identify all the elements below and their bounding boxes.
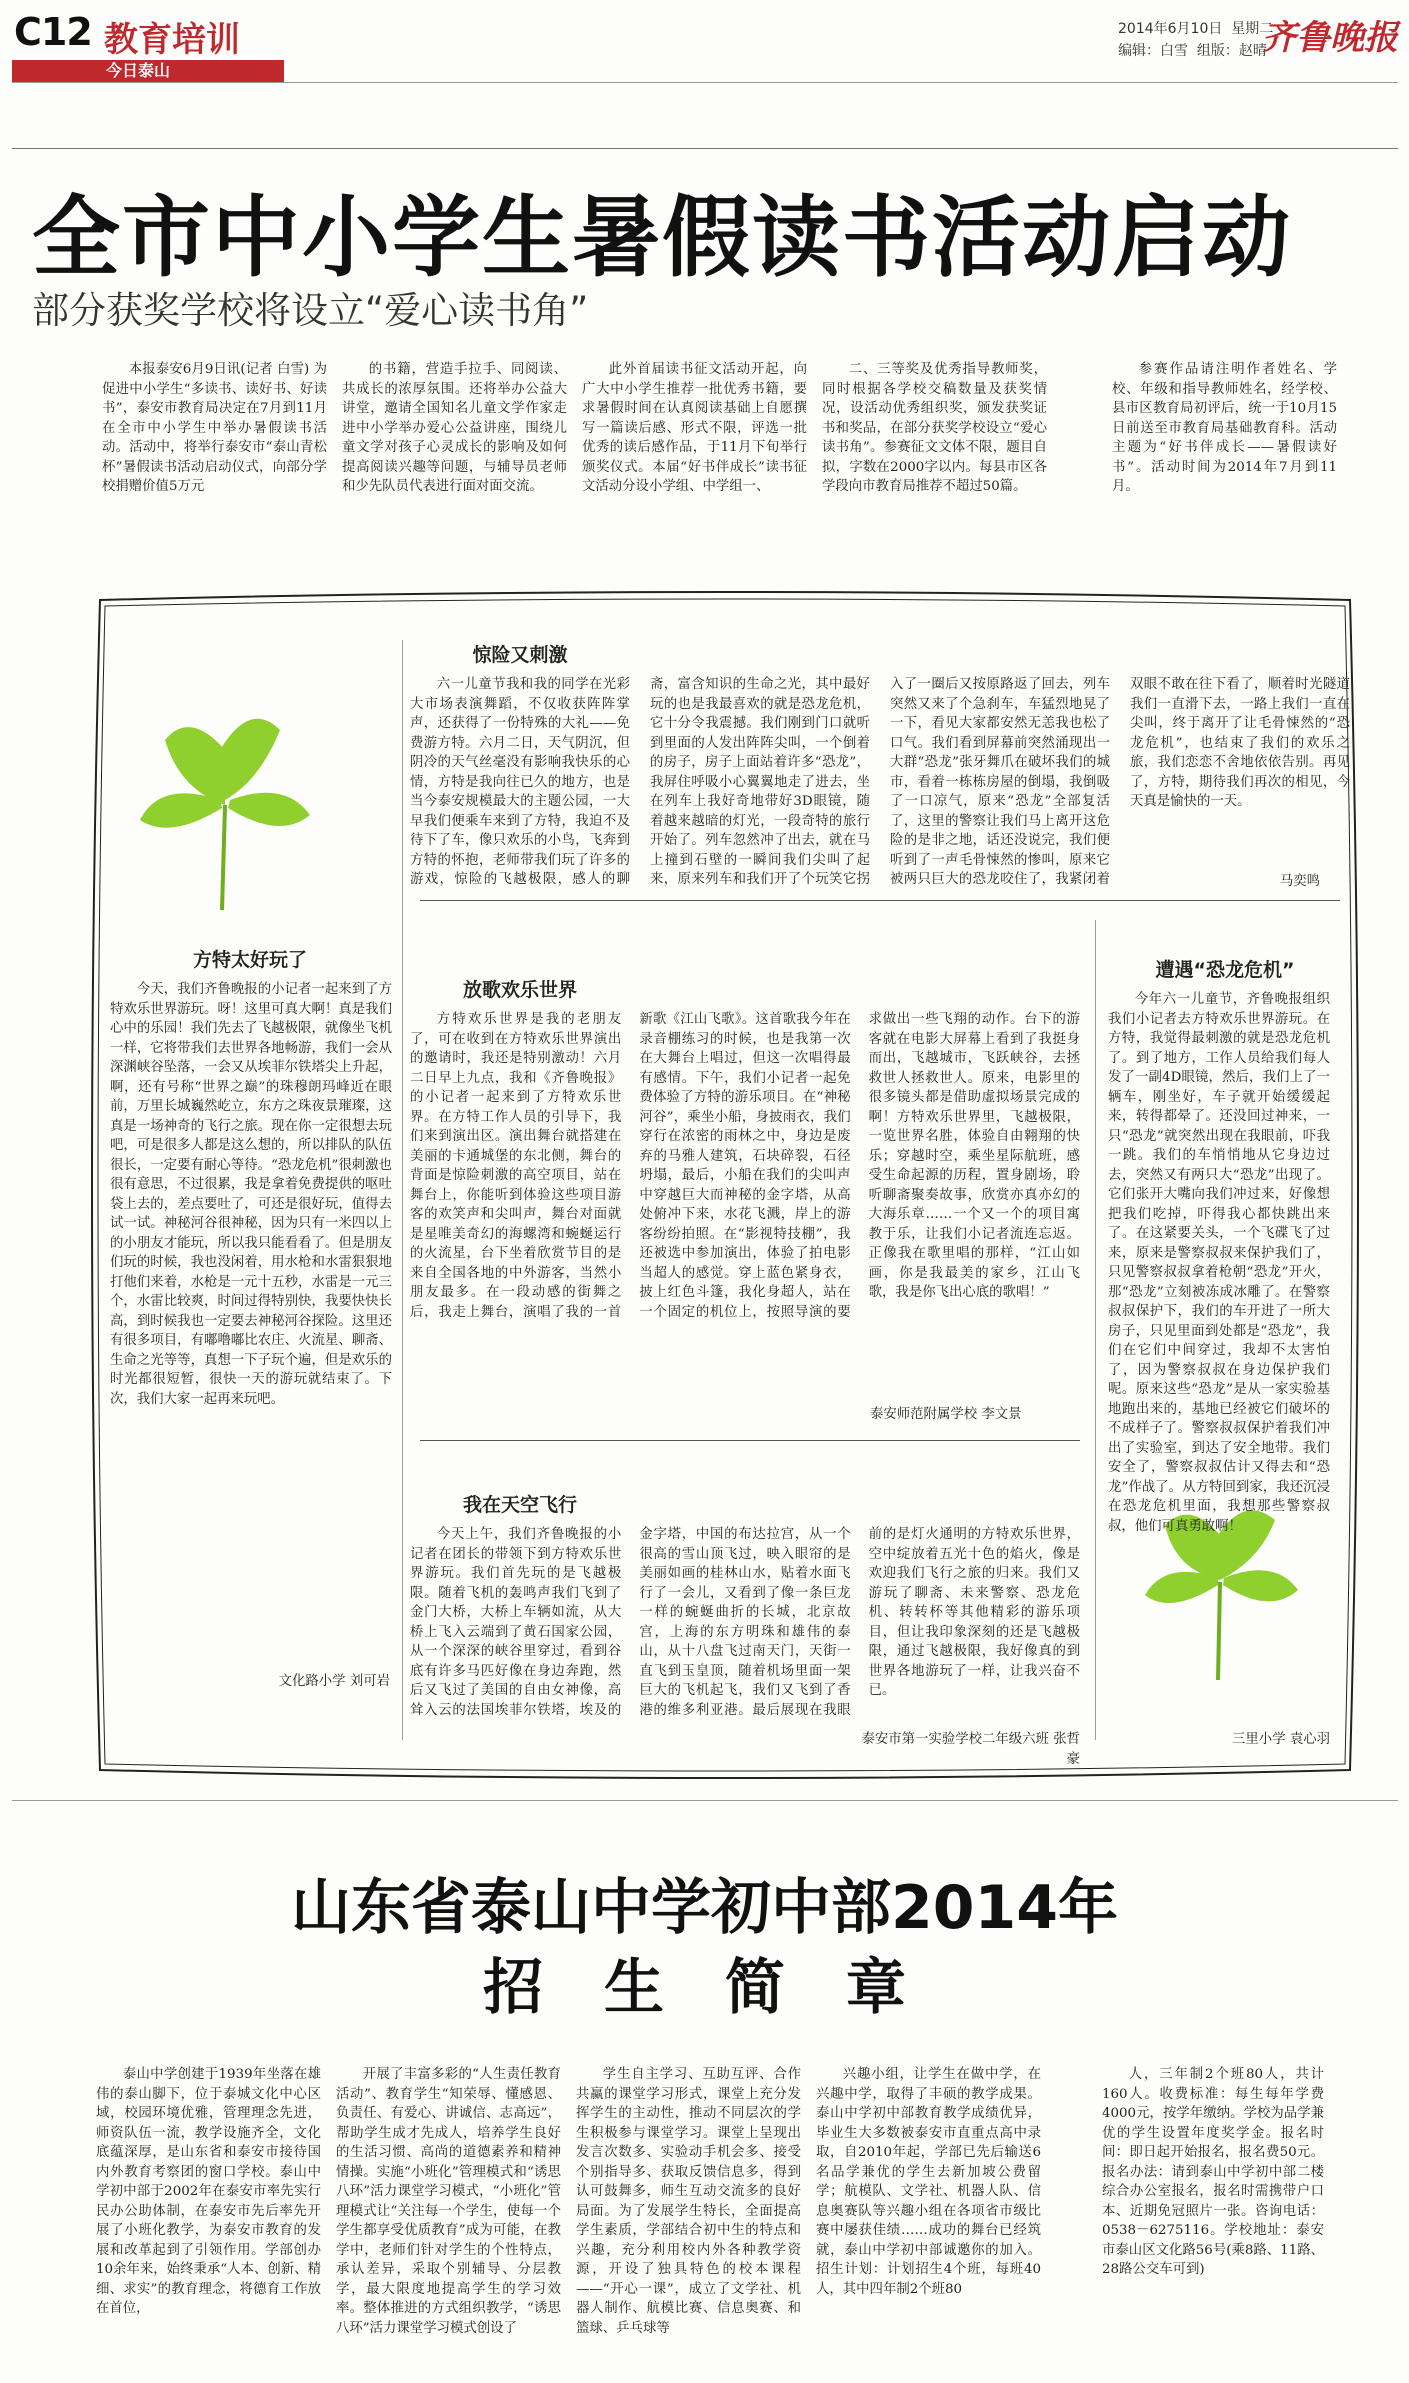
- page-code: C12: [14, 10, 92, 54]
- issue-date: [1118, 18, 1273, 38]
- lead-text-5: 参赛作品请注明作者姓名、学校、年级和指导教师姓名，经学校、县市区教育局初评后，统一于10月15日前送至市教育局基础教育科。活动主题为“好书伴成长——暑假读好书”。活动时间为2014年7月到11月。: [1112, 362, 1337, 494]
- section-title: 教育培训: [104, 20, 240, 60]
- headline: 全市中小学生暑假读书活动启动: [32, 186, 1293, 289]
- clover-leaves-left-icon: [110, 640, 340, 920]
- essay-body-5: [1108, 990, 1330, 1725]
- essay-body-2-cont: [1125, 615, 1335, 870]
- essay-rule-2: [420, 1440, 1080, 1441]
- essay-text-4: 今天上午，我们齐鲁晚报的小记者在团长的带领下到方特欢乐世界游玩。我们首先玩的是飞越极限。随着飞机的轰鸣声我们飞到了金门大桥，大桥上车辆如流，从大桥上飞入云端到了黄石国家公园，从一个深深的峡谷里穿过，看到谷底有许多马匹好像在身边奔跑，然后又飞过了美国的自由女神像，高耸入云的法国埃菲尔铁塔，埃及的金字塔，中国的布达拉宫，从一个很高的雪山顶飞过，映入眼帘的是美丽如画的桂林山水，贴着水面飞行了一会儿，又看到了像一条巨龙一样的蜿蜒曲折的长城，北京故宫，上海的东方明珠和雄伟的泰山，从十八盘飞过南天门，天街一直飞到玉皇顶，随着机场里面一架巨大的飞机起飞，我们又飞到了香港的维多利亚港。最后展现在我眼前的是灯火通明的方特欢乐世界，空中绽放着五光十色的焰火，像是欢迎我们飞行之旅的归来。我们又游玩了聊斋、未来警察、恐龙危机、转转杯等其他精彩的游乐项目，但让我印象深刻的还是飞越极限，通过飞越极限，我好像真的到世界各地游玩了一样，让我兴奋不已。: [410, 1527, 1080, 1718]
- weekday: 星期二: [1231, 21, 1274, 37]
- ad-column-3: [576, 2065, 801, 2375]
- essay-text-1: 今天，我们齐鲁晚报的小记者一起来到了方特欢乐世界游玩。呀！这里可真大啊！真是我们心中的乐园！我们先去了飞越极限，就像坐飞机一样，它将带我们去世界各地畅游，我们一会从深渊峡谷坠落，一会又从埃菲尔铁塔尖上升起，啊，还有号称“世界之巅”的珠穆朗玛峰近在眼前，万里长城巍然屹立，东方之珠夜景璀璨，这真是一场神奇的飞行之旅。现在你一定很想去玩吧，可是很多人都是这么想的，所以排队的队伍很长，一定要有耐心等待。“恐龙危机”很刺激也很有意思，不过很累，我是拿着免费提供的呕吐袋上去的，差点要吐了，可还是很好玩，值得去试一试。神秘河谷很神秘，因为只有一米四以上的小朋友才能玩，所以我只能看看了。但是朋友们玩的时候，我也没闲着，用水枪和水雷狠狠地打他们来着，水枪是一元十五秒，水雷是一元三个，水雷比较爽，时间过得特别快，我要快快长高，到时候我也一定要去神秘河谷探险。这里还有很多项目，有嘟噜嘟比农庄、火流星、聊斋、生命之光等等，真想一下子玩个遍，但是欢乐的时光都很短暂，很快一天的游玩就结束了。下次，我们大家一起再来玩吧。: [110, 982, 392, 1407]
- ad-text-4: 兴趣小组，让学生在做中学，在兴趣中学，取得了丰硕的教学成果。泰山中学初中部教育教学成绩优异，毕业生大多数被泰安市直重点高中录取，自2010年起，学部已先后输送6名品学兼优的学生去新加坡公费留学；航模队、文学社、机器人队、信息奥赛队等兴趣小组在各项省市级比赛中屡获佳绩……成功的舞台已经筑就，泰山中学初中部诚邀你的加入。招生计划：计划招生4个班，每班40人，其中四年制2个班80: [816, 2067, 1041, 2297]
- essay-author-4: 泰安市第一实验学校二年级六班 张哲豪: [861, 1732, 1080, 1767]
- lead-column-4: [822, 360, 1047, 560]
- essay-title-5: 遭遇“恐龙危机”: [1155, 959, 1295, 981]
- ad-text-5: 人，三年制2个班80人，共计160人。收费标准：每生每年学费4000元，按学年缴纳。学校为品学兼优的学生设置年度奖学金。报名时间：即日起开始报名，报名费50元。报名办法：请到泰山中学初中部二楼综合办公室报名，报名时需携带户口本、近期免冠照片一张。咨询电话：0538－6275116。学校地址：泰安市泰山区文化路56号(乘8路、11路、28路公交车可到): [1102, 2067, 1324, 2277]
- essay-body-3: [410, 1010, 1080, 1400]
- essay-text-2: 六一儿童节我和我的同学在光彩大市场表演舞蹈，不仅收获阵阵掌声，还获得了一份特殊的大礼——免费游方特。六月二日，天气阴沉，但阴冷的天气丝毫没有影响我快乐的心情，方特是我向往已久的地方，也是当今泰安规模最大的主题公园，一大早我们便乘车来到了方特，我迫不及待下了车，像只欢乐的小鸟，飞奔到方特的怀抱，老师带我们玩了许多的游戏，惊险的飞越极限，感人的聊斋，富含知识的生命之光，其中最好玩的也是我最喜欢的就是恐龙危机，它十分令我震撼。我们刚到门口就听到里面的人发出阵阵尖叫，一个倒着的房子，房子上面站着许多“恐龙”，我屏住呼吸小心翼翼地走了进去，坐在列车上我好奇地带好3D眼镜，随着越来越暗的灯光，一段奇特的旅行开始了。列车忽然冲了出去，就在马上撞到石壁的一瞬间我们尖叫了起来，原来列车和我们开了个玩笑它拐入了一圈后又按原路返了回去，列车突然又来了个急刹车，车猛烈地晃了一下，看见大家都安然无恙我也松了口气。我们看到屏幕前突然涌现出一大群“恐龙”张牙舞爪在破坏我们的城市，看着一栋栋房屋的倒塌，我倒吸了一口凉气，原来“恐龙”全部复活了，这里的警察让我们马上离开这危险的是非之地，话还没说完，我们便听到了一声毛骨悚然的惨叫，原来它被两只巨大的恐龙咬住了，我紧闭着双眼不敢在往下看了，顺着时光隧道我们一直滑下去，一路上我们一直在尖叫，终于离开了让毛骨悚然的“恐龙危机”，也结束了我们的欢乐之旅，我们恋恋不舍地依依告别。再见了，方特，期待我们再次的相见，今天真是愉快的一天。: [410, 677, 1350, 887]
- lead-text-4: 二、三等奖及优秀指导教师奖，同时根据各学校交稿数量及获奖情况，设活动优秀组织奖，颁发获奖证书和奖品，在部分获奖学校设立“爱心读书角”。参赛征文文体不限，题目自拟，字数在2000字以内。每县市区各学段向市教育局推荐不超过50篇。: [822, 362, 1047, 494]
- subheadline: 部分获奖学校将设立“爱心读书角”: [32, 289, 589, 332]
- essay-author-3: 泰安师范附属学校 李文景: [870, 1407, 1022, 1422]
- lead-text-2: 的书籍，营造手拉手、同阅读、共成长的浓厚氛围。还将举办公益大讲堂，邀请全国知名儿童文学作家走进中小学举办爱心公益讲座，围绕儿童文学对孩子心灵成长的影响及如何提高阅读兴趣等问题，与辅导员老师和少先队员代表进行面对面交流。: [342, 362, 567, 494]
- ad-column-2: [336, 2065, 561, 2375]
- essay-text-5: 今年六一儿童节，齐鲁晚报组织我们小记者去方特欢乐世界游玩。在方特，我觉得最刺激的就是恐龙危机了。到了地方，工作人员给我们每人发了一副4D眼镜，然后，我们上了一辆车，刚坐好，车子就开始缓缓起来，转得都晕了。还没回过神来，一只“恐龙”就突然出现在我眼前，吓我一跳。我们的车悄悄地从它身边过去，突然又有两只大“恐龙”出现了。它们张开大嘴向我们冲过来，好像想把我们吃掉，吓得我心都快跳出来了。在这紧要关头，一个飞碟飞了过来，原来是警察叔叔来保护我们了，只见警察叔叔拿着枪朝“恐龙”开火，那“恐龙”立刻被冻成冰雕了。在警察叔叔保护下，我们的车开进了一所大房子，只见里面到处都是“恐龙”，我们在它们中间穿过，我却不太害怕了，因为警察叔叔在身边保护我们呢。原来这些“恐龙”是从一家实验基地跑出来的，基地已经被它们破坏的不成样子了。警察叔叔保护着我们冲出了实验室，到达了安全地带。我们安全了，警察叔叔估计又得去和“恐龙”作战了。从方特回到家，我还沉浸在恐龙危机里面，我想那些警察叔叔，他们可真勇敢啊！: [1108, 992, 1330, 1534]
- column-divider-2: [1095, 920, 1096, 1740]
- essay-author-5: 三里小学 袁心羽: [1232, 1732, 1330, 1747]
- column-divider-1: [402, 640, 403, 1740]
- ad-column-4: [816, 2065, 1041, 2375]
- layout-editor: 组版：赵晴: [1196, 43, 1267, 59]
- lead-column-3: [582, 360, 807, 560]
- essay-title-3: 放歌欢乐世界: [462, 979, 577, 1001]
- ad-title-line2: 招 生 简 章: [483, 1953, 926, 2023]
- editors: [1118, 40, 1267, 60]
- lead-text-1: 本报泰安6月9日讯(记者 白雪) 为促进中小学生“多读书、读好书、好读书”，泰安市教育局决定在7月到11月在全市中小学生中举办暑假读书活动。活动中，将举行泰安市“泰山青松杯”暑假读书活动启动仪式，向部分学校捐赠价值5万元: [102, 362, 327, 494]
- essay-title-1: 方特太好玩了: [192, 949, 307, 971]
- top-rule: [12, 148, 1398, 149]
- ad-text-2: 开展了丰富多彩的“人生责任教育活动”、教育学生“知荣辱、懂感恩、负责任、有爱心、讲诚信、志高远”，帮助学生成才先成人，培养学生良好的生活习惯、高尚的道德素养和精神情操。实施“小班化”管理模式和“诱思八环”活力课堂学习模式，“小班化”管理模式让“关注每一个学生，使每一个学生都享受优质教育”成为可能，在教学中，老师们针对学生的个性特点，承认差异，采取个别辅导、分层教学，最大限度地提高学生的学习效率。整体推进的方式组织教学，“诱思八环”活力课堂学习模式创设了: [336, 2067, 561, 2336]
- lead-column-1: [102, 360, 327, 560]
- ad-column-5: [1102, 2065, 1324, 2375]
- page-header: [0, 0, 1409, 80]
- ad-title-line1: 山东省泰山中学初中部2014年: [291, 1873, 1118, 1943]
- sub-section: 今日泰山: [106, 61, 171, 80]
- essay-body-4: [410, 1525, 1080, 1725]
- ad-column-1: [96, 2065, 321, 2375]
- essay-title-2: 惊险又刺激: [472, 644, 568, 666]
- ad-text-1: 泰山中学创建于1939年坐落在雄伟的泰山脚下，位于泰城文化中心区域，校园环境优雅，管理理念先进，师资队伍一流，教学设施齐全，文化底蕴深厚，是山东省和泰安市接待国内外教育考察团的窗口学校。泰山中学初中部于2002年在泰安市率先实行民办公助体制，在泰安市先后率先开展了小班化教学，为泰安市教育的发展和改革起到了引领作用。学部创办10余年来，始终秉承“人本、创新、精细、求实”的教育理念，将德育工作放在首位，: [96, 2067, 321, 2316]
- header-rule: [12, 82, 1398, 83]
- essay-author-1: 文化路小学 刘可岩: [278, 1674, 390, 1689]
- ad-top-rule: [12, 1800, 1398, 1801]
- lead-column-2: [342, 360, 567, 560]
- paper-logo: 齐鲁晚报: [1262, 18, 1398, 58]
- editor: 编辑：白雪: [1118, 43, 1188, 59]
- ad-text-3: 学生自主学习、互助互评、合作共赢的课堂学习形式，课堂上充分发挥学生的主动性，推动不同层次的学生积极参与课堂学习。课堂上呈现出发言次数多、实验动手机会多、接受个别指导多、获取反馈信息多，得到认可鼓舞多，师生互动交流多的良好局面。为了发展学生特长，全面提高学生素质，学部结合初中生的特点和兴趣，充分利用校内外各种教学资源，开设了独具特色的校本课程——“开心一课”，成立了文学社、机器人制作、航模比赛、信息奥赛、和篮球、乒乓球等: [576, 2067, 801, 2336]
- lead-text-3: 此外首届读书征文活动开起，向广大中小学生推荐一批优秀书籍，要求暑假时间在认真阅读基础上自愿撰写一篇读后感、形式不限，评选一批优秀的读后感作品，于11月下旬举行颁奖仪式。本届“好书伴成长”读书征文活动分设小学组、中学组一、: [582, 362, 807, 494]
- essay-title-4: 我在天空飞行: [462, 1494, 577, 1516]
- essay-body-1: [110, 980, 392, 1670]
- date: 2014年6月10日: [1118, 21, 1223, 37]
- essay-author-2: 马奕鸣: [1279, 874, 1320, 889]
- essay-rule-1: [420, 900, 1340, 901]
- essay-text-3: 方特欢乐世界是我的老朋友了，可在收到在方特欢乐世界演出的邀请时，我还是特别激动！六月二日早上九点，我和《齐鲁晚报》的小记者一起来到了方特欢乐世界。在方特工作人员的引导下，我们来到演出区。演出舞台就搭建在美丽的卡通城堡的东北侧，舞台的背面是惊险刺激的高空项目，站在舞台上，你能听到体验这些项目游客的欢笑声和尖叫声，舞台对面就是星唯美奇幻的海螺湾和蜿蜒运行的火流星，台下坐着欣赏节目的是来自全国各地的中外游客，当然小朋友最多。在一段动感的街舞之后，我走上舞台，演唱了我的一首新歌《江山飞歌》。这首歌我今年在录音棚练习的时候，也是我第一次在大舞台上唱过，但这一次唱得最有感情。下午，我们小记者一起免费体验了方特的游乐项目。在“神秘河谷”，乘坐小船，身披雨衣，我们穿行在浓密的雨林之中，身边是废弃的马雅人建筑，石块碎裂，石径坍塌，最后，小船在我们的尖叫声中穿越巨大而神秘的金字塔，从高处俯冲下来，水花飞溅，岸上的游客纷纷拍照。在“影视特技棚”，我还被选中参加演出，体验了拍电影当超人的感觉。穿上蓝色紧身衣，披上红色斗篷，我化身超人，站在一个固定的机位上，按照导演的要求做出一些飞翔的动作。台下的游客就在电影大屏幕上看到了我挺身而出，飞越城市，飞跃峡谷，去拯救世人拯救世人。原来，电影里的很多镜头都是借助虚拟场景完成的啊！方特欢乐世界里，飞越极限，一览世界名胜，体验自由翱翔的快乐；穿越时空，乘坐星际航班，感受生命起源的历程，置身剧场，聆听聊斋聚奏故事，欣赏亦真亦幻的大海乐章……一个又一个的项目寓教于乐，让我们小记者流连忘返。正像我在歌里唱的那样，“江山如画，你是我最美的家乡，江山飞歌，我是你飞出心底的歌唱！”: [410, 1012, 1080, 1320]
- lead-column-5: [1112, 360, 1337, 560]
